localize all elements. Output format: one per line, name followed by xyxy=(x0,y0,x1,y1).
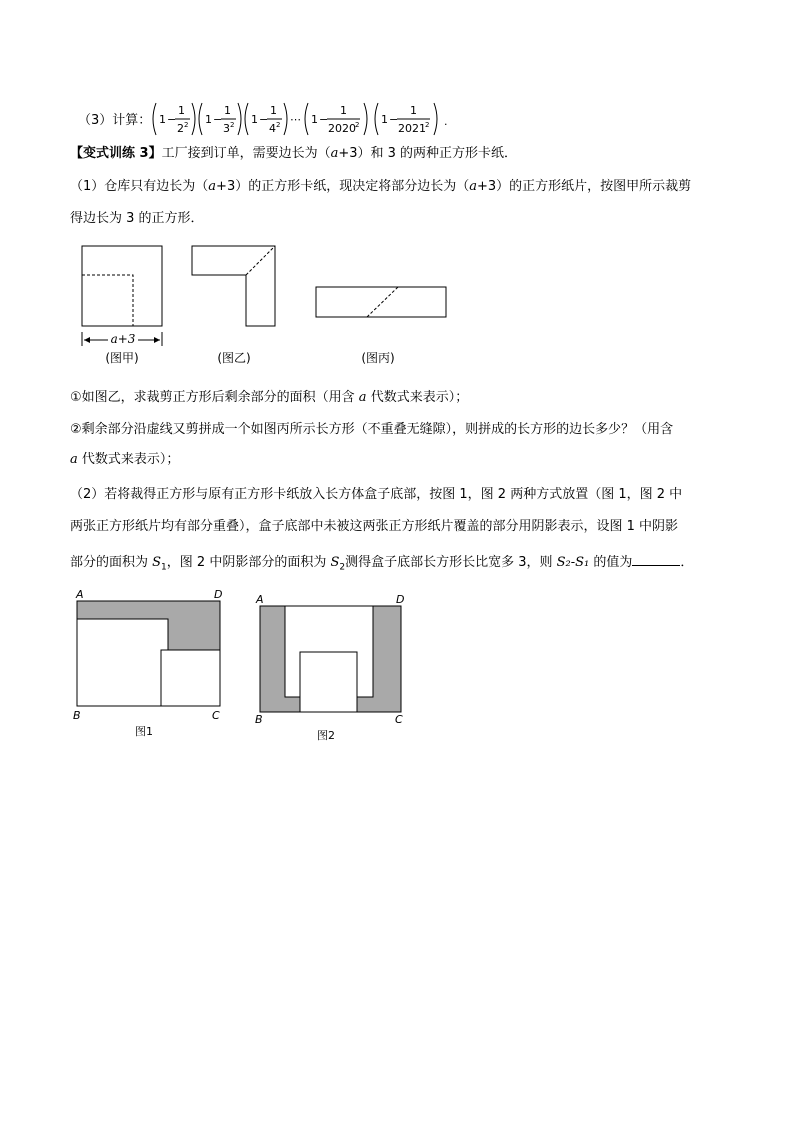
part1-var-1: a xyxy=(208,179,217,194)
s2-sub: 2 xyxy=(339,562,346,573)
variant-tag: 【变式训练 3】 xyxy=(70,146,162,161)
q2-l2: 代数式来表示）； xyxy=(77,452,180,467)
factor-3-exp: 2 xyxy=(276,121,281,129)
part2-l1: （2）若将裁得正方形与原有正方形卡纸放入长方体盒子底部，按图 1，图 2 两种方式放置（图 1，图 2 中 xyxy=(70,487,683,502)
q2-line2 xyxy=(70,450,730,470)
part2-line1 xyxy=(70,485,730,505)
figure-2 xyxy=(255,593,404,742)
q1-a: ①如图乙，求裁剪正方形后剩余部分的面积（用含 xyxy=(70,390,359,405)
part2-end: ． xyxy=(680,555,694,570)
factor-2021-den: 2021 xyxy=(398,122,426,135)
q1-var: a xyxy=(358,390,367,405)
fig1-label-a: A xyxy=(76,588,84,601)
q2-line1 xyxy=(70,420,730,440)
s1-var: S xyxy=(152,555,162,570)
figures-top xyxy=(70,240,470,370)
part1-l1-b: +3）的正方形卡纸，现决定将部分边长为（ xyxy=(216,179,470,194)
product-expression xyxy=(150,99,480,139)
factor-2020-minus: − xyxy=(319,113,329,126)
factor-2021-one: 1 xyxy=(381,113,388,126)
bing-dashed-diagonal xyxy=(367,287,398,317)
q2-l1: ②剩余部分沿虚线又剪拼成一个如图丙所示长方形（不重叠无缝隙），则拼成的长方形的边长多少？（用含 xyxy=(70,422,674,437)
s1-sub: 1 xyxy=(161,562,167,573)
part1-line1 xyxy=(70,177,730,197)
factor-2020-den: 2020 xyxy=(328,122,356,135)
figure-bing xyxy=(316,287,446,365)
factor-3-minus: − xyxy=(259,113,269,126)
fig2-small-square xyxy=(300,652,357,712)
jia-cut-line xyxy=(82,275,133,326)
factor-3 xyxy=(245,103,287,135)
fig1-large-square xyxy=(77,619,168,706)
fig2-label-d: D xyxy=(396,593,405,606)
part1-line2 xyxy=(70,209,730,229)
fig2-label-b: B xyxy=(255,713,263,726)
fig1-label-d: D xyxy=(214,588,223,601)
figure-1 xyxy=(73,588,222,738)
variant-text-b: +3）和 3 的两种正方形卡纸． xyxy=(338,146,518,161)
answer-blank[interactable] xyxy=(632,551,680,566)
part2-l3-c: 测得盒子底部长方形长比宽多 3，则 xyxy=(345,555,557,570)
fig1-label-b: B xyxy=(73,709,81,722)
jia-dim-label: a+3 xyxy=(110,332,136,346)
figure-yi xyxy=(192,246,275,365)
yi-dashed-diagonal xyxy=(246,246,275,275)
s2-var: S xyxy=(330,555,340,570)
factor-1-den: 2 xyxy=(177,122,184,135)
factor-1-minus: − xyxy=(167,113,177,126)
factor-3-num: 1 xyxy=(270,104,277,117)
factor-2020-exp: 2 xyxy=(355,121,360,129)
factor-2021-num: 1 xyxy=(410,104,417,117)
part1-l1-a: （1）仓库只有边长为（ xyxy=(70,179,209,194)
fig2-label-c: C xyxy=(395,713,403,726)
variant-text-a: 工厂接到订单，需要边长为（ xyxy=(161,146,331,161)
factor-3-one: 1 xyxy=(251,113,258,126)
factor-3-den: 4 xyxy=(269,122,276,135)
factor-2-exp: 2 xyxy=(230,121,235,129)
bing-caption: (图丙) xyxy=(361,351,395,365)
part1-var-2: a xyxy=(469,179,477,194)
part2-l3-d: 的值为 xyxy=(589,555,633,570)
part2-line2 xyxy=(70,517,730,537)
variant-heading xyxy=(70,144,730,164)
period: . xyxy=(444,115,448,128)
q2-var: a xyxy=(70,452,78,467)
q1-b: 代数式来表示）； xyxy=(366,390,469,405)
fig2-caption: 图2 xyxy=(317,729,335,742)
factor-2021-minus: − xyxy=(389,113,399,126)
part2-l2: 两张正方形纸片均有部分重叠），盒子底部中未被这两张正方形纸片覆盖的部分用阴影表示，设图 1 中阴影 xyxy=(70,519,679,534)
fig1-label-c: C xyxy=(212,709,220,722)
fig2-label-a: A xyxy=(256,593,264,606)
factor-1-num: 1 xyxy=(178,104,185,117)
ellipsis: ⋯ xyxy=(290,113,301,126)
factor-2020 xyxy=(305,103,367,135)
factor-2-one: 1 xyxy=(205,113,212,126)
jia-caption: (图甲) xyxy=(105,351,139,365)
figures-bottom xyxy=(70,586,430,746)
part1-l2: 得边长为 3 的正方形． xyxy=(70,211,204,226)
factor-1-exp: 2 xyxy=(184,121,189,129)
factor-2-minus: − xyxy=(213,113,223,126)
factor-2-den: 3 xyxy=(223,122,230,135)
part2-line3 xyxy=(70,551,730,578)
jia-square xyxy=(82,246,162,326)
fig1-small-square xyxy=(161,650,220,706)
s2-minus-s1: S₂-S₁ xyxy=(556,555,590,570)
factor-1-one: 1 xyxy=(159,113,166,126)
part1-l1-c: +3）的正方形纸片，按图甲所示裁剪 xyxy=(476,179,692,194)
yi-l-shape xyxy=(192,246,275,326)
problem-3 xyxy=(70,99,470,139)
factor-2020-num: 1 xyxy=(340,104,347,117)
factor-2021-exp: 2 xyxy=(425,121,430,129)
figure-jia xyxy=(82,246,162,365)
q1 xyxy=(70,388,730,408)
factor-2020-one: 1 xyxy=(311,113,318,126)
part2-l3-a: 部分的面积为 xyxy=(70,555,153,570)
problem-3-label: （3）计算： xyxy=(78,113,152,128)
factor-1 xyxy=(153,103,195,135)
factor-2021 xyxy=(375,103,437,135)
bing-rectangle xyxy=(316,287,446,317)
yi-caption: (图乙) xyxy=(217,351,251,365)
fig1-caption: 图1 xyxy=(135,725,153,738)
part2-l3-b: ，图 2 中阴影部分的面积为 xyxy=(166,555,331,570)
variant-var: a xyxy=(330,146,339,161)
factor-2-num: 1 xyxy=(224,104,231,117)
factor-2 xyxy=(199,103,241,135)
